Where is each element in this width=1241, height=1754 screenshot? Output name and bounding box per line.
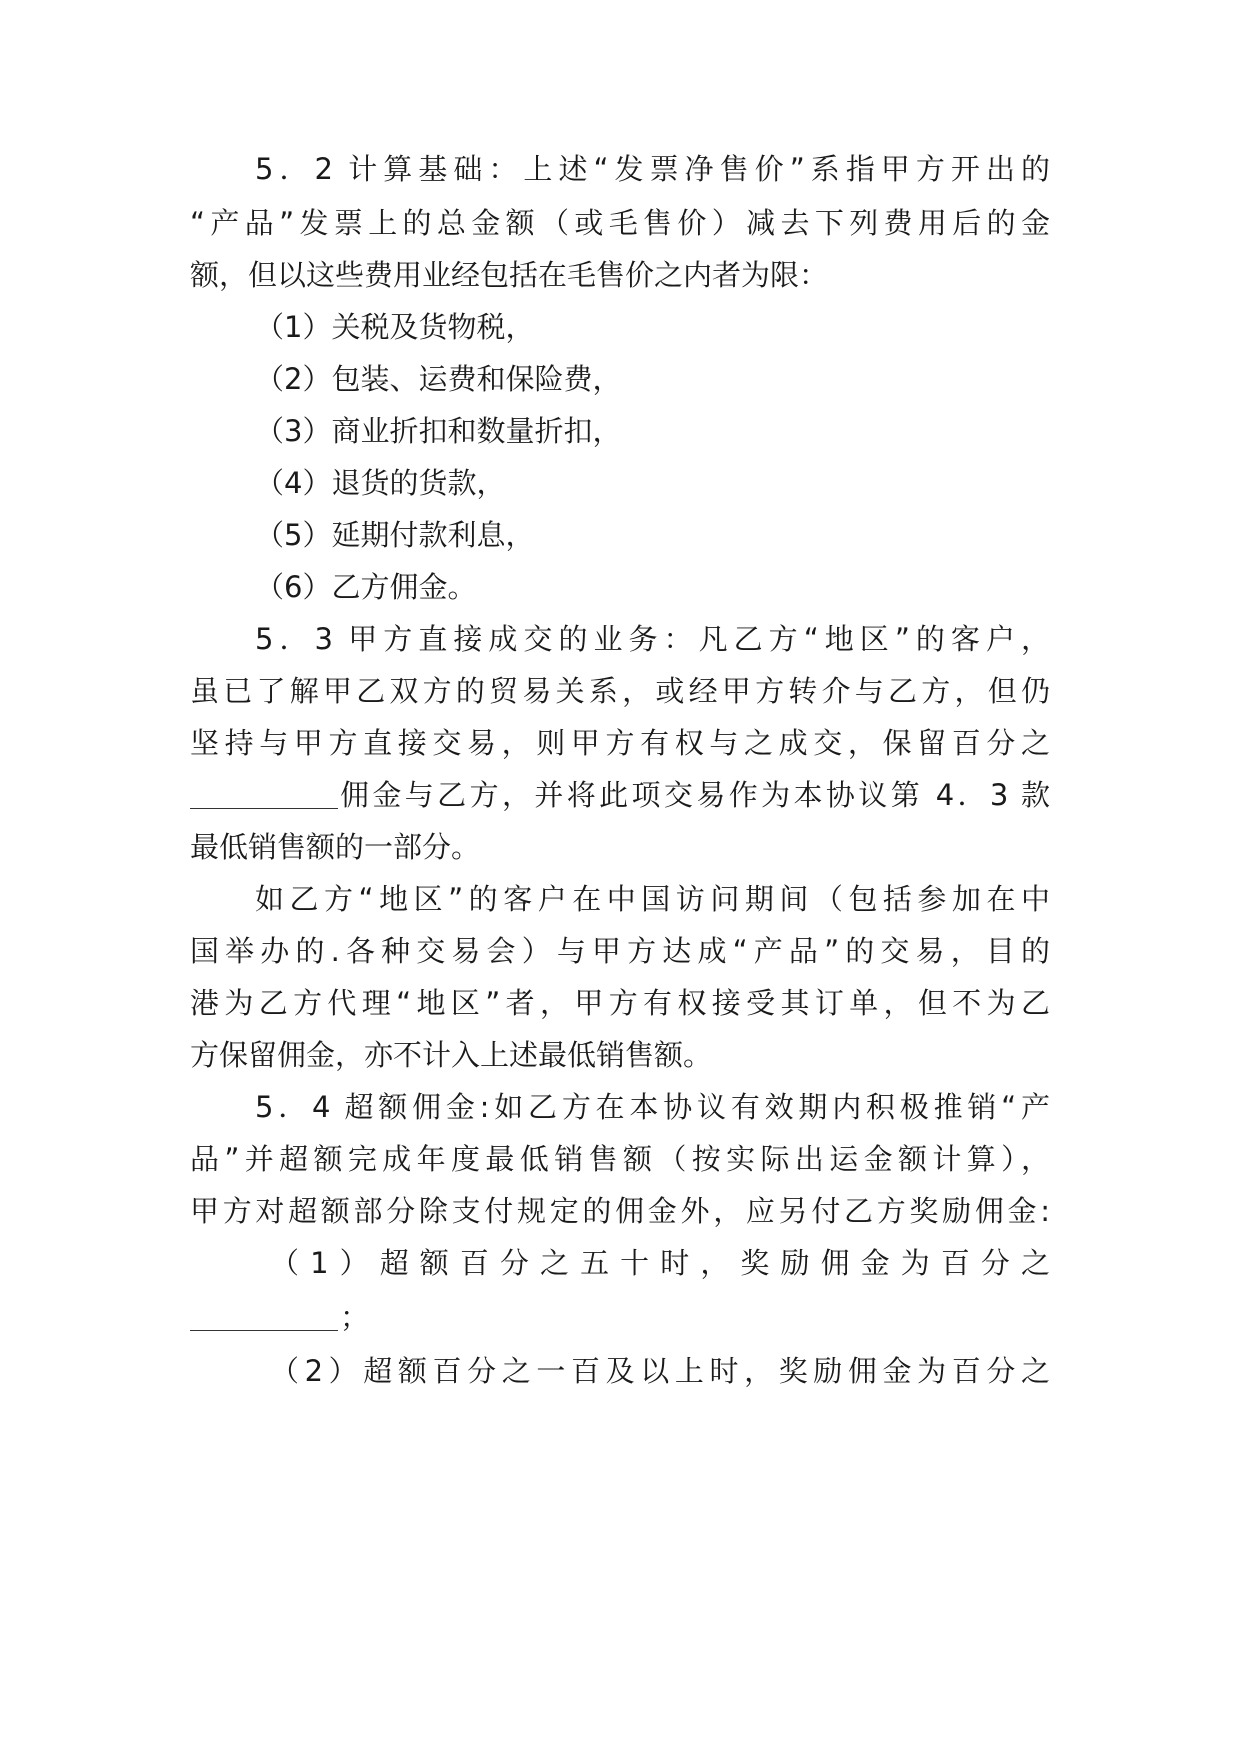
text-line: 5．4 超额佣金:如乙方在本协议有效期内积极推销“产 — [255, 1090, 1050, 1124]
list-item: （4）退货的货款， — [255, 466, 506, 500]
list-item: （5）延期付款利息， — [255, 518, 535, 552]
text-segment: 佣金与乙方，并将此项交易作为本协议第 4．3 款 — [340, 778, 1050, 812]
list-item: （3）商业折扣和数量折扣， — [255, 414, 622, 448]
list-item: （6）乙方佣金。 — [255, 570, 477, 604]
list-item: （2）超额百分之一百及以上时，奖励佣金为百分之 — [270, 1354, 1050, 1388]
text-line: 港为乙方代理“地区”者，甲方有权接受其订单，但不为乙 — [190, 986, 1050, 1020]
text-line: 甲方对超额部分除支付规定的佣金外，应另付乙方奖励佣金: — [190, 1194, 1050, 1228]
list-item: （2）包装、运费和保险费， — [255, 362, 622, 396]
text-line: 额，但以这些费用业经包括在毛售价之内者为限： — [190, 258, 829, 292]
text-line: 5．3 甲方直接成交的业务：凡乙方“地区”的客户， — [255, 622, 1050, 656]
text-segment: ； — [340, 1300, 370, 1334]
text-line: 5．2 计算基础：上述“发票净售价”系指甲方开出的 — [255, 152, 1050, 186]
text-line: 最低销售额的一部分。 — [190, 830, 481, 864]
text-line: “产品”发票上的总金额（或毛售价）减去下列费用后的金 — [190, 206, 1050, 240]
text-line: 国举办的.各种交易会）与甲方达成“产品”的交易，目的 — [190, 934, 1050, 968]
text-line: 虽已了解甲乙双方的贸易关系，或经甲方转介与乙方，但仍 — [190, 674, 1050, 708]
list-item: （1）关税及货物税， — [255, 310, 535, 344]
text-line: 如乙方“地区”的客户在中国访问期间（包括参加在中 — [255, 882, 1050, 916]
text-line-with-blank — [190, 1288, 1050, 1346]
fill-in-blank[interactable] — [190, 782, 338, 809]
fill-in-blank[interactable] — [190, 1304, 338, 1331]
text-line: 坚持与甲方直接交易，则甲方有权与之成交，保留百分之 — [190, 726, 1050, 760]
list-item: （1）超额百分之五十时，奖励佣金为百分之 — [270, 1246, 1050, 1280]
text-line: 方保留佣金，亦不计入上述最低销售额。 — [190, 1038, 713, 1072]
text-line-with-blank — [190, 766, 1050, 824]
text-line: 品”并超额完成年度最低销售额（按实际出运金额计算）， — [190, 1142, 1050, 1176]
